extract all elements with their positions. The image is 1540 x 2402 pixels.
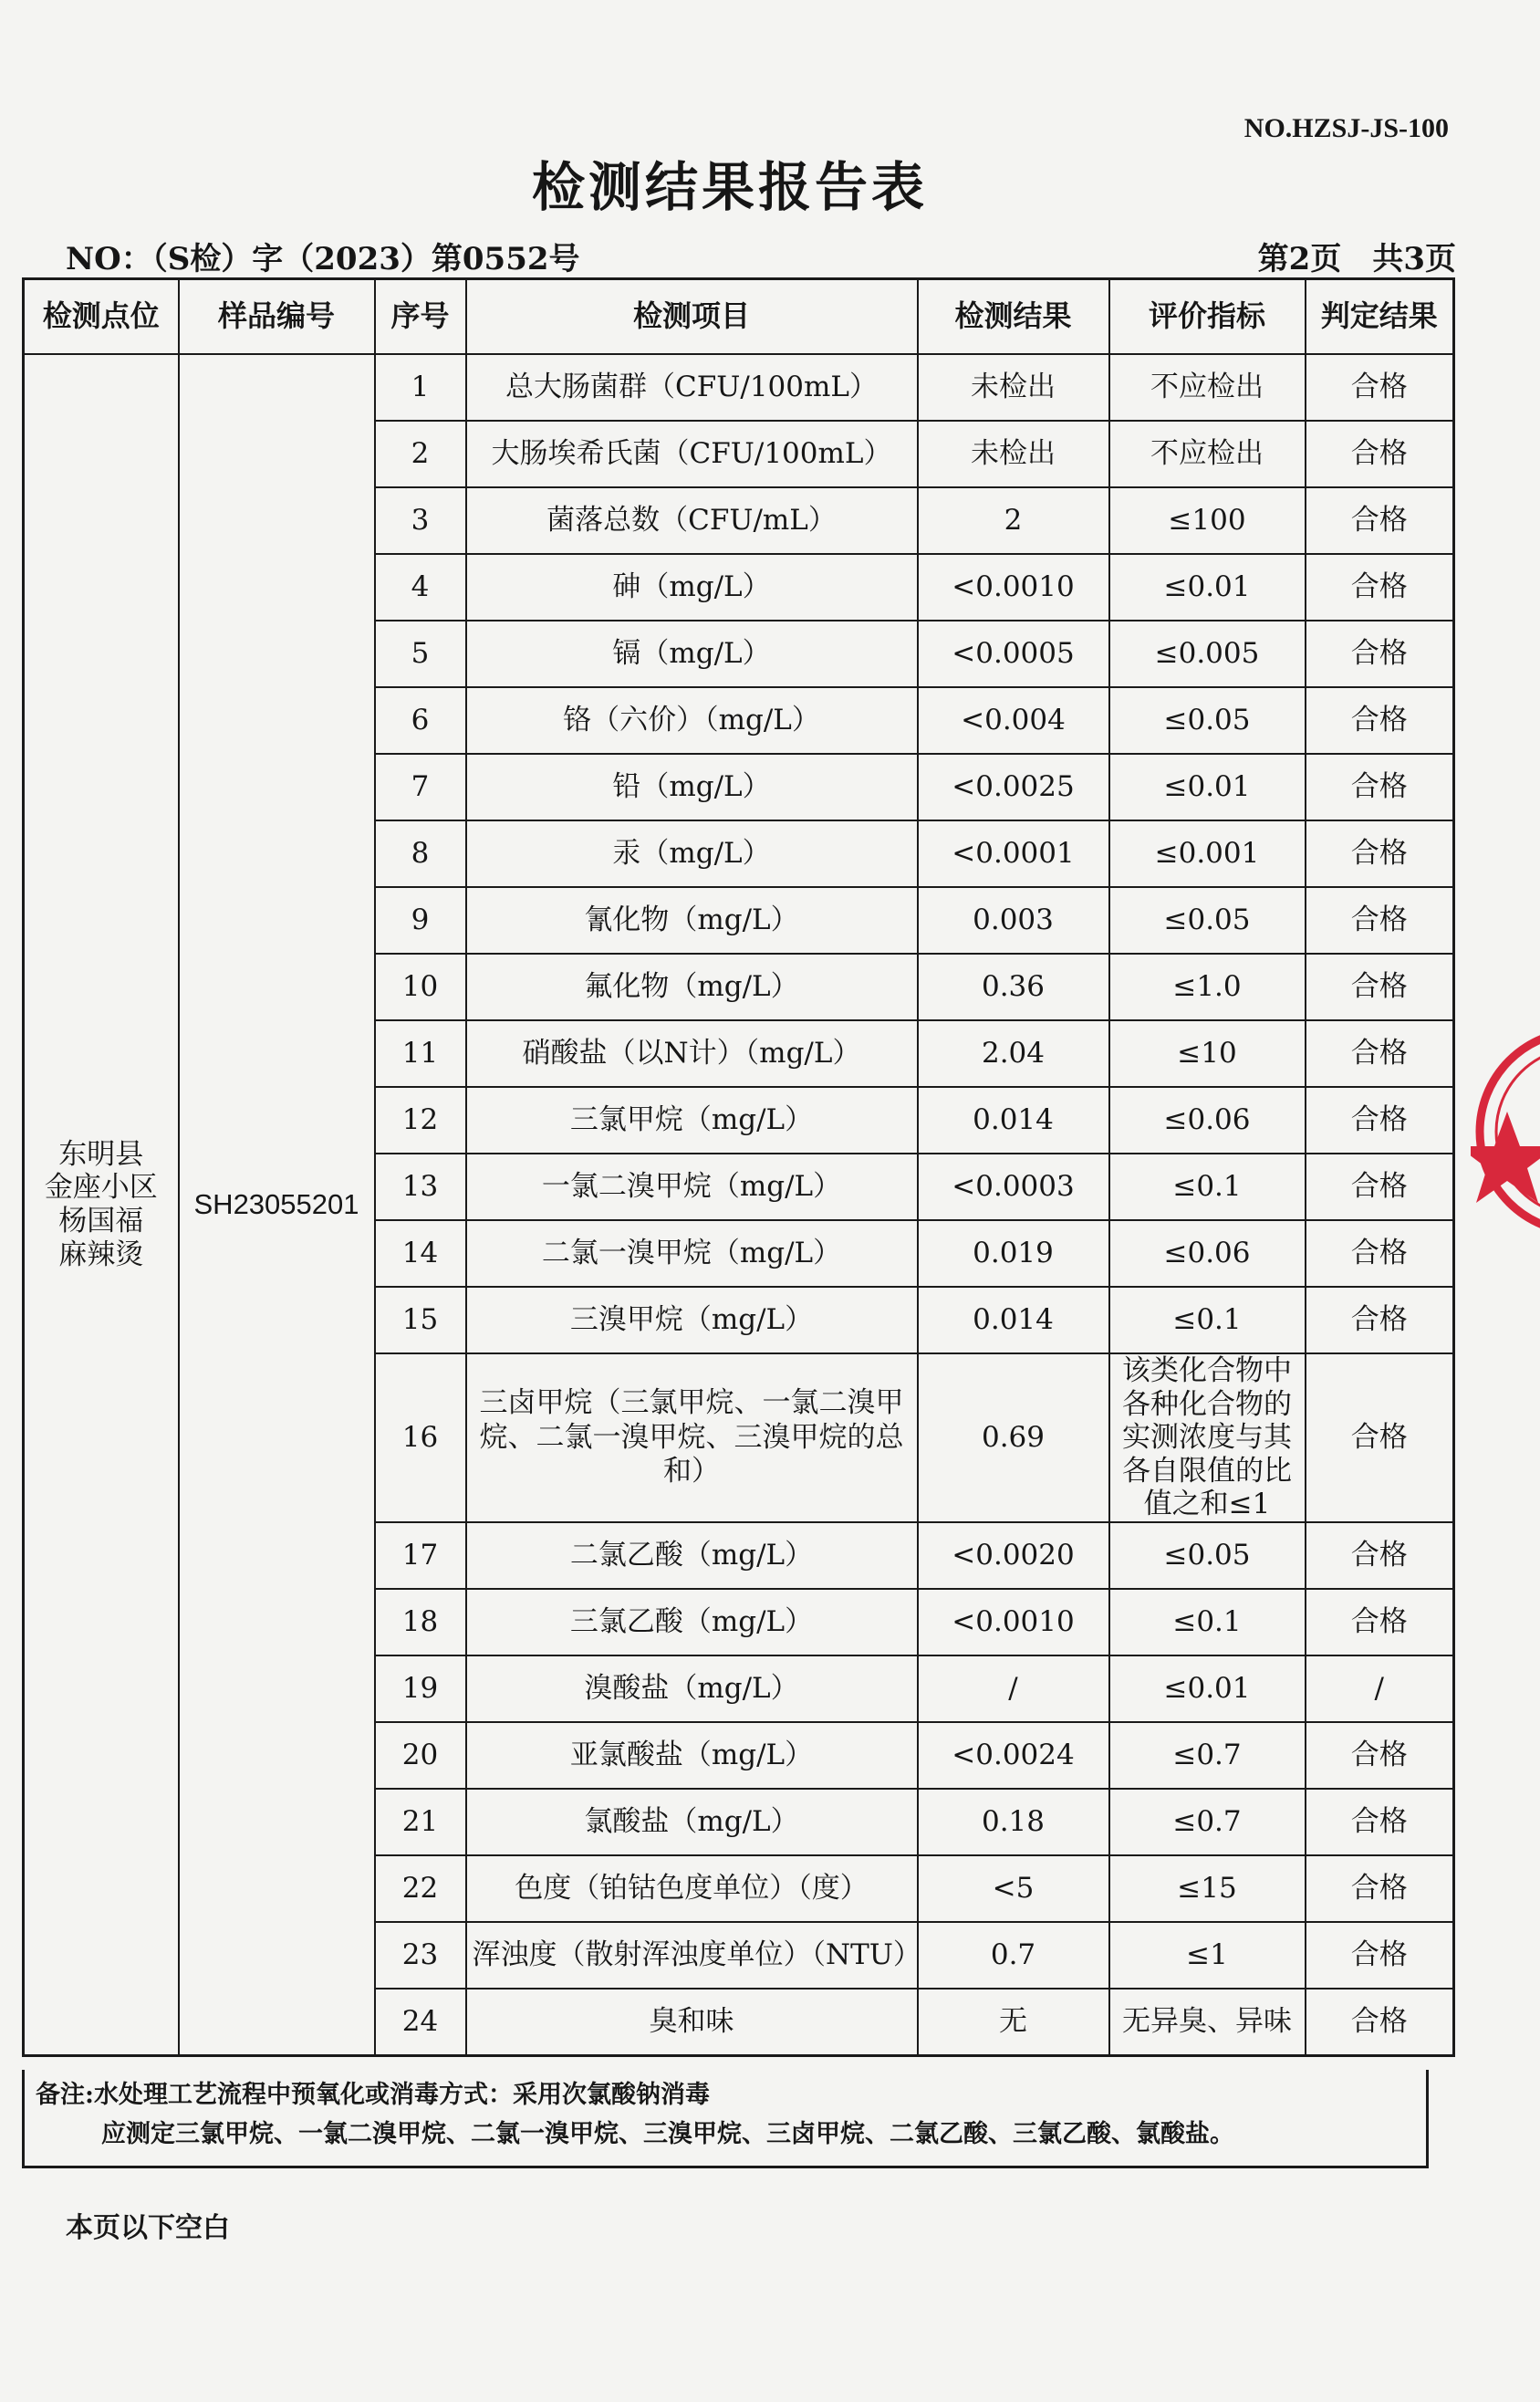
result-cell: / xyxy=(918,1655,1109,1722)
standard-cell: ≤100 xyxy=(1109,487,1306,554)
item-cell: 大肠埃希氏菌（CFU/100mL） xyxy=(466,421,918,487)
result-cell: <0.004 xyxy=(918,687,1109,754)
table-row xyxy=(24,354,1454,421)
row-number-cell: 23 xyxy=(375,1922,466,1989)
verdict-cell: 合格 xyxy=(1306,554,1454,621)
row-number-cell: 18 xyxy=(375,1589,466,1655)
standard-cell: ≤0.7 xyxy=(1109,1789,1306,1855)
standard-cell: ≤0.05 xyxy=(1109,887,1306,954)
item-cell: 氰化物（mg/L） xyxy=(466,887,918,954)
item-cell: 菌落总数（CFU/mL） xyxy=(466,487,918,554)
results-table xyxy=(22,277,1455,2057)
verdict-cell: 合格 xyxy=(1306,1989,1454,2056)
page-title: 检测结果报告表 xyxy=(531,156,928,218)
result-cell: <0.0003 xyxy=(918,1154,1109,1220)
red-seal-stamp xyxy=(1471,967,1540,1296)
standard-cell: ≤0.005 xyxy=(1109,621,1306,687)
result-cell: <0.0005 xyxy=(918,621,1109,687)
site-cell: 东明县 金座小区 杨国福 麻辣烫 xyxy=(24,354,179,2055)
verdict-cell: 合格 xyxy=(1306,754,1454,820)
item-cell: 镉（mg/L） xyxy=(466,621,918,687)
column-header: 序号 xyxy=(375,279,466,355)
column-header: 检测结果 xyxy=(918,279,1109,355)
column-header: 检测点位 xyxy=(24,279,179,355)
item-cell: 色度（铂钴色度单位）（度） xyxy=(466,1855,918,1922)
verdict-cell: 合格 xyxy=(1306,1220,1454,1287)
result-cell: 0.014 xyxy=(918,1087,1109,1154)
result-cell: 未检出 xyxy=(918,354,1109,421)
verdict-cell: 合格 xyxy=(1306,421,1454,487)
result-cell: <0.0010 xyxy=(918,554,1109,621)
standard-cell: ≤0.06 xyxy=(1109,1220,1306,1287)
result-cell: 未检出 xyxy=(918,421,1109,487)
item-cell: 三氯乙酸（mg/L） xyxy=(466,1589,918,1655)
remarks-box xyxy=(22,2070,1429,2168)
verdict-cell: 合格 xyxy=(1306,1922,1454,1989)
item-cell: 铬（六价）（mg/L） xyxy=(466,687,918,754)
item-cell: 汞（mg/L） xyxy=(466,820,918,887)
standard-cell: 不应检出 xyxy=(1109,354,1306,421)
column-header: 评价指标 xyxy=(1109,279,1306,355)
verdict-cell: 合格 xyxy=(1306,1154,1454,1220)
item-cell: 总大肠菌群（CFU/100mL） xyxy=(466,354,918,421)
row-number-cell: 13 xyxy=(375,1154,466,1220)
verdict-cell: 合格 xyxy=(1306,1789,1454,1855)
row-number-cell: 1 xyxy=(375,354,466,421)
item-cell: 氯酸盐（mg/L） xyxy=(466,1789,918,1855)
item-cell: 氟化物（mg/L） xyxy=(466,954,918,1020)
result-cell: 2.04 xyxy=(918,1020,1109,1087)
result-cell: <0.0001 xyxy=(918,820,1109,887)
standard-cell: ≤0.001 xyxy=(1109,820,1306,887)
sample-id-cell: SH23055201 xyxy=(179,354,375,2055)
verdict-cell: 合格 xyxy=(1306,1855,1454,1922)
standard-cell: ≤0.01 xyxy=(1109,754,1306,820)
standard-cell: ≤0.01 xyxy=(1109,554,1306,621)
row-number-cell: 24 xyxy=(375,1989,466,2056)
verdict-cell: 合格 xyxy=(1306,887,1454,954)
column-header: 检测项目 xyxy=(466,279,918,355)
item-cell: 二氯一溴甲烷（mg/L） xyxy=(466,1220,918,1287)
row-number-cell: 8 xyxy=(375,820,466,887)
row-number-cell: 16 xyxy=(375,1353,466,1522)
item-cell: 硝酸盐（以N计）（mg/L） xyxy=(466,1020,918,1087)
result-cell: 2 xyxy=(918,487,1109,554)
result-cell: 0.36 xyxy=(918,954,1109,1020)
result-cell: <5 xyxy=(918,1855,1109,1922)
row-number-cell: 10 xyxy=(375,954,466,1020)
row-number-cell: 5 xyxy=(375,621,466,687)
verdict-cell: 合格 xyxy=(1306,1353,1454,1522)
result-cell: 0.003 xyxy=(918,887,1109,954)
row-number-cell: 4 xyxy=(375,554,466,621)
standard-cell: ≤0.06 xyxy=(1109,1087,1306,1154)
result-cell: 0.014 xyxy=(918,1287,1109,1353)
row-number-cell: 2 xyxy=(375,421,466,487)
standard-cell: ≤15 xyxy=(1109,1855,1306,1922)
remarks-line: 应测定三氯甲烷、一氯二溴甲烷、二氯一溴甲烷、三溴甲烷、三卤甲烷、二氯乙酸、三氯乙酸、氯酸盐。 xyxy=(101,2120,1234,2149)
report-number: NO：（S检）字（2023）第0552号 xyxy=(66,241,580,277)
table-header-row xyxy=(24,279,1454,355)
row-number-cell: 9 xyxy=(375,887,466,954)
remarks-line: 备注:水处理工艺流程中预氧化或消毒方式：采用次氯酸钠消毒 xyxy=(36,2081,710,2109)
standard-cell: ≤0.05 xyxy=(1109,1522,1306,1589)
row-number-cell: 21 xyxy=(375,1789,466,1855)
row-number-cell: 14 xyxy=(375,1220,466,1287)
document-number: NO.HZSJ-JS-100 xyxy=(1243,113,1449,143)
item-cell: 三氯甲烷（mg/L） xyxy=(466,1087,918,1154)
verdict-cell: 合格 xyxy=(1306,1020,1454,1087)
item-cell: 亚氯酸盐（mg/L） xyxy=(466,1722,918,1789)
standard-cell: ≤10 xyxy=(1109,1020,1306,1087)
standard-cell: ≤1.0 xyxy=(1109,954,1306,1020)
row-number-cell: 15 xyxy=(375,1287,466,1353)
verdict-cell: 合格 xyxy=(1306,687,1454,754)
row-number-cell: 3 xyxy=(375,487,466,554)
verdict-cell: / xyxy=(1306,1655,1454,1722)
item-cell: 一氯二溴甲烷（mg/L） xyxy=(466,1154,918,1220)
result-cell: 0.7 xyxy=(918,1922,1109,1989)
standard-cell: ≤0.05 xyxy=(1109,687,1306,754)
standard-cell: ≤0.1 xyxy=(1109,1154,1306,1220)
column-header: 判定结果 xyxy=(1306,279,1454,355)
page-info: 第2页 共3页 xyxy=(1257,241,1456,277)
row-number-cell: 6 xyxy=(375,687,466,754)
item-cell: 三溴甲烷（mg/L） xyxy=(466,1287,918,1353)
item-cell: 三卤甲烷（三氯甲烷、一氯二溴甲烷、二氯一溴甲烷、三溴甲烷的总和） xyxy=(466,1353,918,1522)
item-cell: 浑浊度（散射浑浊度单位）（NTU） xyxy=(466,1922,918,1989)
row-number-cell: 17 xyxy=(375,1522,466,1589)
standard-cell: ≤0.01 xyxy=(1109,1655,1306,1722)
row-number-cell: 11 xyxy=(375,1020,466,1087)
item-cell: 二氯乙酸（mg/L） xyxy=(466,1522,918,1589)
result-cell: <0.0024 xyxy=(918,1722,1109,1789)
verdict-cell: 合格 xyxy=(1306,954,1454,1020)
verdict-cell: 合格 xyxy=(1306,1087,1454,1154)
row-number-cell: 12 xyxy=(375,1087,466,1154)
verdict-cell: 合格 xyxy=(1306,1589,1454,1655)
row-number-cell: 20 xyxy=(375,1722,466,1789)
verdict-cell: 合格 xyxy=(1306,1722,1454,1789)
verdict-cell: 合格 xyxy=(1306,354,1454,421)
column-header: 样品编号 xyxy=(179,279,375,355)
result-cell: 0.69 xyxy=(918,1353,1109,1522)
verdict-cell: 合格 xyxy=(1306,1522,1454,1589)
standard-cell: 该类化合物中各种化合物的实测浓度与其各自限值的比值之和≤1 xyxy=(1109,1353,1306,1522)
result-cell: <0.0025 xyxy=(918,754,1109,820)
standard-cell: 无异臭、异味 xyxy=(1109,1989,1306,2056)
standard-cell: ≤0.7 xyxy=(1109,1722,1306,1789)
standard-cell: ≤0.1 xyxy=(1109,1287,1306,1353)
verdict-cell: 合格 xyxy=(1306,820,1454,887)
verdict-cell: 合格 xyxy=(1306,621,1454,687)
item-cell: 臭和味 xyxy=(466,1989,918,2056)
row-number-cell: 7 xyxy=(375,754,466,820)
item-cell: 砷（mg/L） xyxy=(466,554,918,621)
row-number-cell: 19 xyxy=(375,1655,466,1722)
result-cell: 0.18 xyxy=(918,1789,1109,1855)
standard-cell: 不应检出 xyxy=(1109,421,1306,487)
verdict-cell: 合格 xyxy=(1306,1287,1454,1353)
item-cell: 溴酸盐（mg/L） xyxy=(466,1655,918,1722)
result-cell: 无 xyxy=(918,1989,1109,2056)
result-cell: <0.0020 xyxy=(918,1522,1109,1589)
standard-cell: ≤1 xyxy=(1109,1922,1306,1989)
item-cell: 铅（mg/L） xyxy=(466,754,918,820)
result-cell: <0.0010 xyxy=(918,1589,1109,1655)
row-number-cell: 22 xyxy=(375,1855,466,1922)
blank-below-note: 本页以下空白 xyxy=(66,2212,230,2244)
verdict-cell: 合格 xyxy=(1306,487,1454,554)
standard-cell: ≤0.1 xyxy=(1109,1589,1306,1655)
result-cell: 0.019 xyxy=(918,1220,1109,1287)
